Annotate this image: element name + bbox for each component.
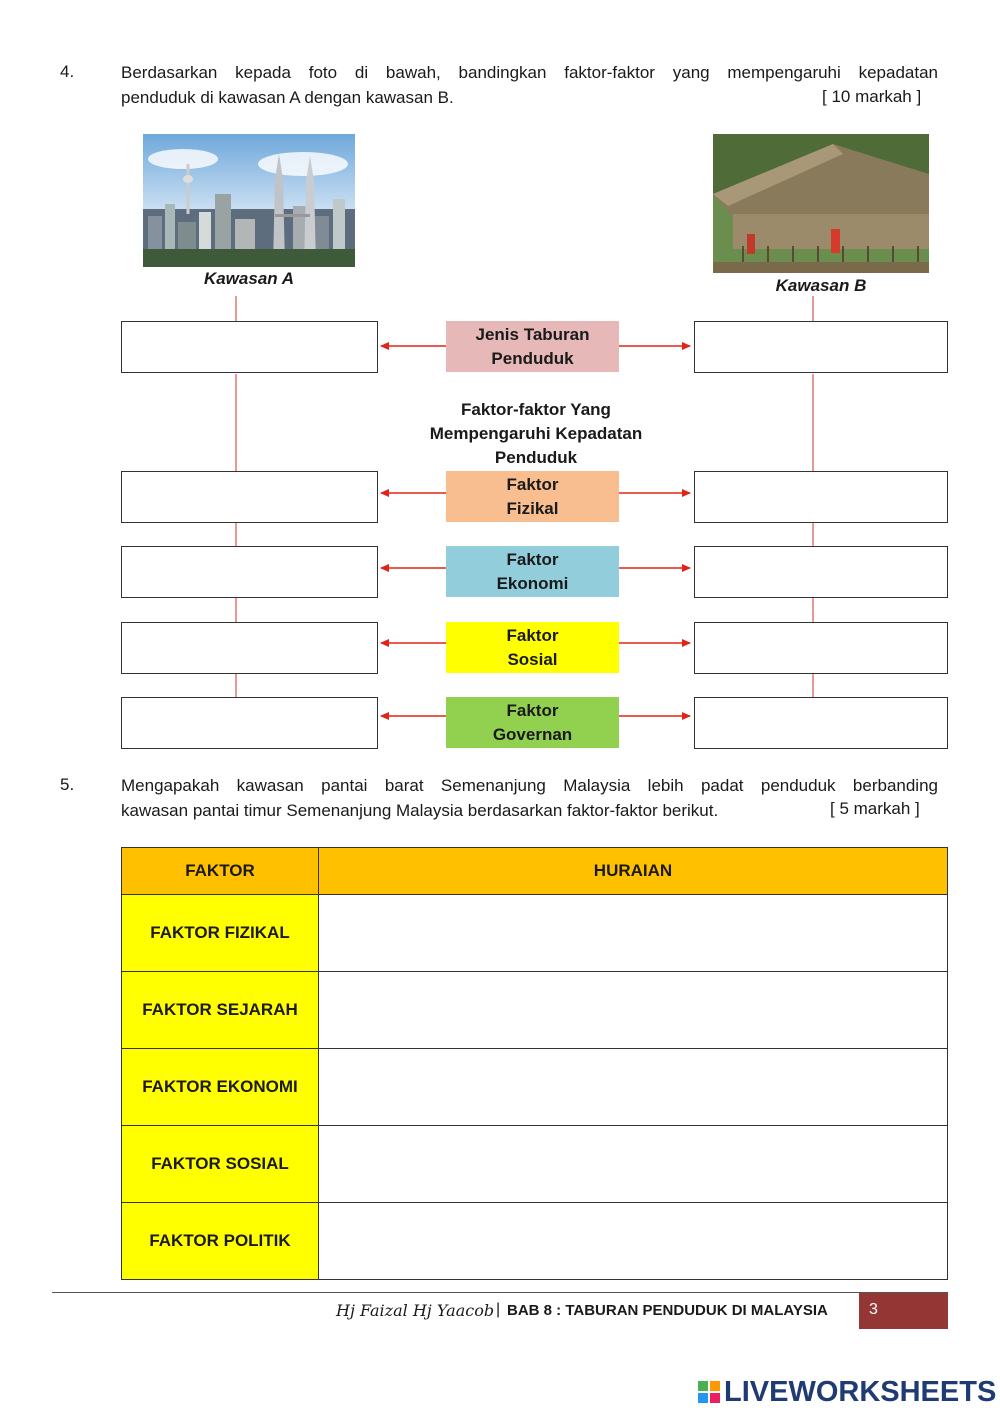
question-4-number: 4. [60, 62, 75, 81]
row-label-ekonomi: FAKTOR EKONOMI [122, 1049, 319, 1126]
huraian-cell-ekonomi[interactable] [319, 1049, 948, 1126]
label-faktor-fizikal: Faktor Fizikal [446, 471, 619, 522]
answer-box-b-jenis[interactable] [694, 321, 948, 373]
question-5-line-1: Mengapakah kawasan pantai barat Semenanjung Malaysia lebih padat penduduk berbanding [121, 776, 938, 795]
answer-box-a-fizikal[interactable] [121, 471, 378, 523]
row-label-fizikal: FAKTOR FIZIKAL [122, 895, 319, 972]
liveworksheets-logo-icon [698, 1381, 720, 1403]
table-row [122, 895, 948, 972]
table-header-row [122, 848, 948, 895]
answer-box-b-ekonomi[interactable] [694, 546, 948, 598]
footer-divider [52, 1292, 948, 1293]
kawasan-b-caption: Kawasan B [775, 276, 867, 295]
answer-box-a-ekonomi[interactable] [121, 546, 378, 598]
header-huraian: HURAIAN [319, 848, 948, 895]
question-5-number: 5. [60, 775, 75, 794]
table-row [122, 1049, 948, 1126]
answer-box-b-governan[interactable] [694, 697, 948, 749]
huraian-cell-sosial[interactable] [319, 1126, 948, 1203]
faktor-table [121, 847, 948, 1280]
answer-box-b-sosial[interactable] [694, 622, 948, 674]
footer-chapter: BAB 8 : TABURAN PENDUDUK DI MALAYSIA [507, 1302, 828, 1319]
answer-box-a-jenis[interactable] [121, 321, 378, 373]
question-5-line-2: kawasan pantai timur Semenanjung Malaysia berdasarkan faktor-faktor berikut. [121, 801, 719, 820]
huraian-cell-sejarah[interactable] [319, 972, 948, 1049]
question-4-line-2: penduduk di kawasan A dengan kawasan B. [121, 88, 454, 107]
label-faktor-governan: Faktor Governan [446, 697, 619, 748]
answer-box-b-fizikal[interactable] [694, 471, 948, 523]
row-label-sejarah: FAKTOR SEJARAH [122, 972, 319, 1049]
huraian-cell-politik[interactable] [319, 1203, 948, 1280]
label-faktor-sosial: Faktor Sosial [446, 622, 619, 673]
page-number: 3 [859, 1293, 948, 1329]
row-label-sosial: FAKTOR SOSIAL [122, 1126, 319, 1203]
diagram-title: Faktor-faktor Yang Mempengaruhi Kepadatan Penduduk [429, 400, 643, 467]
liveworksheets-brand: LIVEWORKSHEETS [724, 1376, 997, 1408]
table-row [122, 1126, 948, 1203]
footer-separator: | [496, 1301, 501, 1318]
table-row [122, 972, 948, 1049]
label-faktor-ekonomi: Faktor Ekonomi [446, 546, 619, 597]
answer-box-a-governan[interactable] [121, 697, 378, 749]
footer-author: Hj Faizal Hj Yaacob [336, 1301, 495, 1320]
question-4-marks: [ 10 markah ] [822, 87, 922, 106]
huraian-cell-fizikal[interactable] [319, 895, 948, 972]
kawasan-a-caption: Kawasan A [203, 269, 295, 288]
table-row [122, 1203, 948, 1280]
question-5-text [121, 773, 938, 823]
row-label-politik: FAKTOR POLITIK [122, 1203, 319, 1280]
header-faktor: FAKTOR [122, 848, 319, 895]
question-4-line-1: Berdasarkan kepada foto di bawah, bandingkan faktor-faktor yang mempengaruhi kepadatan [121, 63, 938, 82]
answer-box-a-sosial[interactable] [121, 622, 378, 674]
label-jenis-taburan: Jenis Taburan Penduduk [446, 321, 619, 372]
question-5-marks: [ 5 markah ] [830, 799, 920, 818]
